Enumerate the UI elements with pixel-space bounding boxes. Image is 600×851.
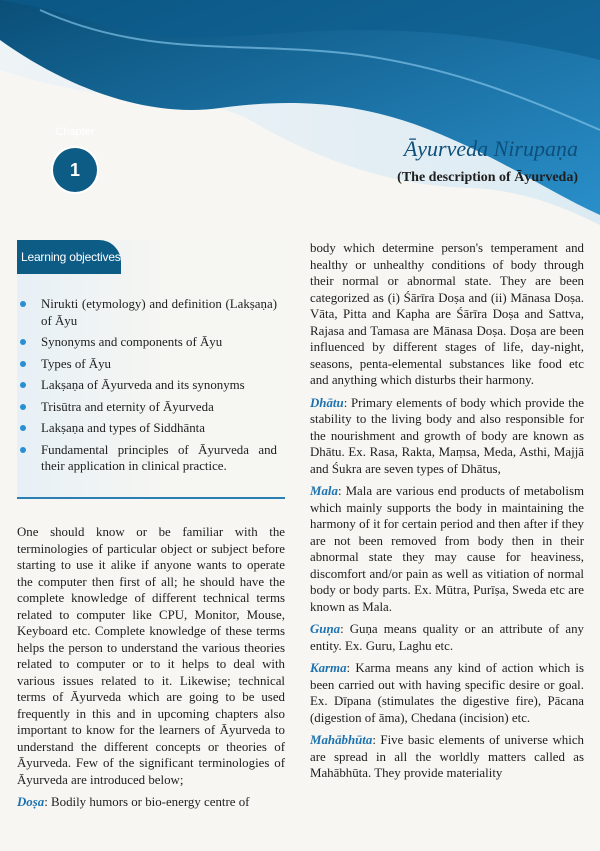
- objective-item: Types of Āyu: [41, 356, 277, 373]
- term-karma: Karma: [310, 661, 347, 675]
- chapter-number-badge: 1: [53, 148, 97, 192]
- dosa-definition-continued: body which determine person's temperament and healthy or unhealthy conditions of body through their normal or abnormal state. They are been categorized as (i) Śārīra Doṣa and (ii) Mānasa Doṣa. Vāta, Pitta and Kapha are Śārīra Doṣa and Sattva, Rajasa and Tamasa are Mānasa Doṣa. Doṣa are been influenced by different stages of life, day-night, seasons, penta-elemental substances like food etc and anything which disturbs their harmony.: [310, 241, 584, 387]
- definition-mahabhuta: [310, 732, 584, 782]
- learning-objectives-box: [17, 240, 285, 499]
- header-wave-background: [0, 0, 600, 240]
- learning-objectives-heading: Learning objectives: [17, 240, 121, 274]
- objective-item: Trisūtra and eternity of Āyurveda: [41, 399, 277, 416]
- objective-item: Synonyms and components of Āyu: [41, 334, 277, 351]
- term-mala: Mala: [310, 484, 338, 498]
- objective-item: Lakṣaṇa of Āyurveda and its synonyms: [41, 377, 277, 394]
- definition-mala: [310, 483, 584, 615]
- chapter-subtitle: (The description of Āyurveda): [397, 170, 578, 185]
- learning-objectives-list: [41, 296, 277, 480]
- term-dosa: Doṣa: [17, 795, 45, 809]
- chapter-label: Chapter: [55, 126, 95, 138]
- intro-paragraph: One should know or be familiar with the terminologies of particular object or subject before starting to use it alike if anyone wants to operate the computer then first of all; he should have the complete knowledge of different technical terms related to computer like CPU, Monitor, Mouse, Keyboard etc. Complete knowledge of these terms helps the person to understand the various theories related to computer or to it helps to deal with various issues related to it. Likewise; technical terms of Āyurveda which are going to be used frequently in this and in upcoming chapters also important to know for the learners of Āyurveda to understand the different concepts or theories of Āyurveda. Few of the significant terminologies of Āyurveda are introduced below;: [17, 525, 285, 787]
- objective-item: Nirukti (etymology) and definition (Lakṣaṇa) of Āyu: [41, 297, 277, 328]
- term-guna: Guṇa: [310, 622, 341, 636]
- definition-text: : Primary elements of body which provide the stability to the living body and also responsible for the nourishment and growth of body are known as Dhātu. Ex. Rasa, Rakta, Maṃsa, Meda, Asthi, Majjā and Śukra are seven types of Dhātus,: [310, 395, 584, 476]
- left-column-text: [17, 524, 285, 817]
- term-mahabhuta: Mahābhūta: [310, 733, 373, 747]
- chapter-title: Āyurveda Nirupaṇa: [403, 136, 578, 161]
- dosa-text-left: : Bodily humors or bio-energy centre of: [44, 795, 250, 809]
- definition-dhatu: [310, 395, 584, 478]
- right-column-text: [310, 240, 584, 788]
- term-dhatu: Dhātu: [310, 395, 344, 410]
- definition-karma: [310, 660, 584, 726]
- objective-item: Fundamental principles of Āyurveda and their application in clinical practice.: [41, 442, 277, 473]
- definition-text: : Mala are various end products of metabolism which mainly supports the body in maintaining the harmony of it for certain period and then after if they are not been removed from body then in their abnormal state they may cause for heaviness, discomfort and/or pain as well as vitiation of normal body or body parts. Ex. Mūtra, Purīṣa, Sweda etc are known as Mala.: [310, 484, 584, 614]
- definition-text: : Karma means any kind of action which is been carried out with having specific desire or goal. Ex. Dīpana (stimulates the digestive fire), Pācana (digestion of āma), Chedana (incision) etc.: [310, 661, 584, 725]
- definition-text: : Guṇa means quality or an attribute of any entity. Ex. Guru, Laghu etc.: [310, 622, 584, 653]
- objective-item: Lakṣaṇa and types of Siddhānta: [41, 420, 277, 437]
- definition-text: : Five basic elements of universe which are spread in all the worldly matters called as Mahābhūta. They provide materiality: [310, 733, 584, 780]
- dosa-definition-start: [17, 794, 285, 811]
- definition-guna: [310, 621, 584, 654]
